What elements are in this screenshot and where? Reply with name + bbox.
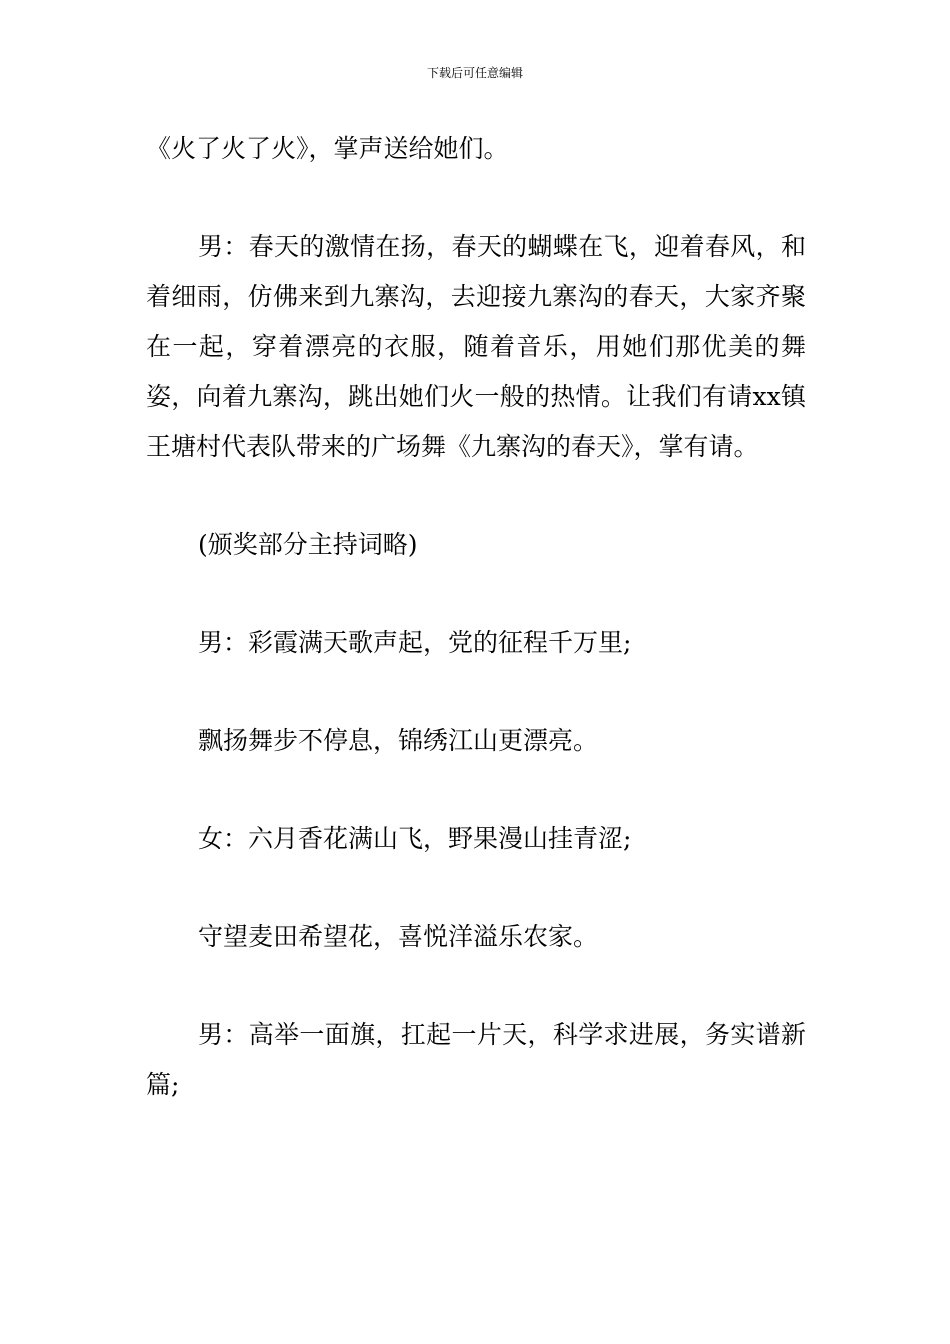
document-body <box>146 124 806 1110</box>
paragraph-male-host-intro: 男：春天的激情在扬，春天的蝴蝶在飞，迎着春风，和着细雨，仿佛来到九寨沟，去迎接九寨沟的春天，大家齐聚在一起，穿着漂亮的衣服，随着音乐，用她们那优美的舞姿，向着九寨沟，跳出她们火一般的热情。让我们有请xx镇王塘村代表队带来的广场舞《九寨沟的春天》，掌有请。 <box>146 232 806 461</box>
paragraph-continuation: 《火了火了火》，掌声送给她们。 <box>146 134 509 163</box>
paragraph-verse-4: 守望麦田希望花，喜悦洋溢乐农家。 <box>198 922 599 951</box>
page-header: 下载后可任意编辑 <box>426 66 523 80</box>
paragraph-award-note: (颁奖部分主持词略) <box>198 530 418 559</box>
paragraph-verse-2: 飘扬舞步不停息，锦绣江山更漂亮。 <box>198 726 599 755</box>
paragraph-male-verse-1: 男：彩霞满天歌声起，党的征程千万里; <box>198 628 632 657</box>
paragraph-female-verse-1: 女：六月香花满山飞，野果漫山挂青涩; <box>198 824 632 853</box>
paragraph-male-verse-2: 男：高举一面旗，扛起一片天，科学求进展，务实谱新篇; <box>146 1020 806 1099</box>
